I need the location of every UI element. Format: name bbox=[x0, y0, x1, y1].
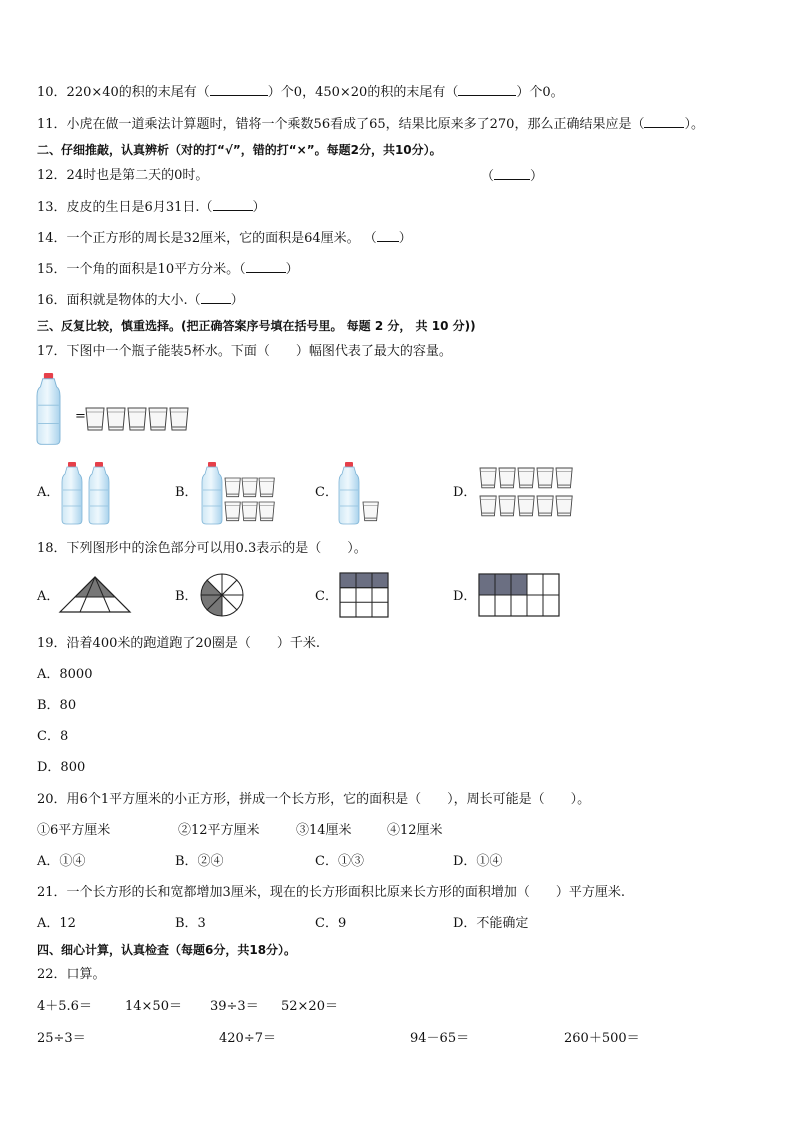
grid-5x2-figure bbox=[479, 574, 559, 616]
question-14: 14．一个正方形的周长是32厘米，它的面积是64厘米。 （ ） bbox=[37, 231, 412, 246]
cup-icon bbox=[537, 468, 553, 488]
cup-icon bbox=[225, 478, 240, 497]
q21-option-a[interactable]: A．12 bbox=[37, 916, 76, 931]
circle-sector bbox=[201, 595, 222, 610]
question-12-answer: （ ） bbox=[481, 169, 544, 184]
section-3-heading: 三、反复比较，慎重选择。(把正确答案序号填在括号里。 每题 2 分， 共 10 分)) bbox=[37, 319, 476, 333]
q21-option-d[interactable]: D．不能确定 bbox=[453, 916, 529, 931]
bottle-icon bbox=[89, 462, 109, 524]
bottle-icon bbox=[339, 462, 359, 524]
q19-option-c[interactable]: C．8 bbox=[37, 729, 69, 744]
cup-icon bbox=[499, 496, 515, 516]
question-13: 13．皮皮的生日是6月31日.（ ） bbox=[37, 200, 266, 215]
oral-calc-item: 52×20＝ bbox=[281, 999, 338, 1014]
circle-sector bbox=[201, 580, 222, 595]
bottle-icon bbox=[37, 373, 60, 444]
cup-icon bbox=[556, 468, 572, 488]
question-11: 11．小虎在做一道乘法计算题时，错将一个乘数56看成了65，结果比原来多了270，那么正确结果应是（ ）。 bbox=[37, 117, 704, 132]
cup-icon bbox=[363, 502, 378, 521]
question-10: 10．220×40的积的末尾有（ ）个0，450×20的积的末尾有（ ）个0。 bbox=[37, 85, 564, 100]
q19-option-d[interactable]: D．800 bbox=[37, 760, 86, 775]
section-4-heading: 四、细心计算，认真检查（每题6分，共18分）。 bbox=[37, 943, 297, 957]
circle-sector bbox=[222, 574, 237, 595]
question-18: 18．下列图形中的涂色部分可以用0.3表示的是（ ）。 bbox=[37, 541, 367, 556]
answer-blank[interactable] bbox=[201, 292, 231, 304]
oral-calc-item: 4＋5.6＝ bbox=[37, 999, 92, 1014]
cup-icon bbox=[556, 496, 572, 516]
question-20: 20．用6个1平方厘米的小正方形，拼成一个长方形，它的面积是（ ），周长可能是（ ）。 bbox=[37, 792, 591, 807]
q18-option-a[interactable]: A． bbox=[37, 589, 60, 604]
q21-option-b[interactable]: B．3 bbox=[175, 916, 206, 931]
q19-option-b[interactable]: B．80 bbox=[37, 698, 77, 713]
oral-calc-item: 39÷3＝ bbox=[210, 999, 259, 1014]
q17-option-a[interactable]: A． bbox=[37, 485, 60, 500]
answer-blank[interactable] bbox=[494, 168, 530, 180]
answer-blank[interactable] bbox=[246, 261, 286, 273]
triangle-figure bbox=[60, 577, 130, 612]
q17-option-c[interactable]: C． bbox=[315, 485, 338, 500]
answer-blank[interactable] bbox=[458, 84, 516, 96]
question-22: 22．口算。 bbox=[37, 967, 106, 982]
cup-icon bbox=[480, 468, 496, 488]
circle-sector bbox=[222, 580, 243, 595]
question-16: 16．面积就是物体的大小.（ ） bbox=[37, 293, 244, 308]
cup-icon bbox=[86, 408, 104, 430]
q20-option-b[interactable]: B．②④ bbox=[175, 854, 224, 869]
bottle-icon bbox=[62, 462, 82, 524]
question-15: 15．一个角的面积是10平方分米。（ ） bbox=[37, 262, 299, 277]
answer-blank[interactable] bbox=[213, 199, 253, 211]
q18-option-c[interactable]: C． bbox=[315, 589, 338, 604]
answer-blank[interactable] bbox=[210, 84, 268, 96]
circle-sector bbox=[207, 595, 222, 616]
q17-option-d[interactable]: D． bbox=[453, 485, 477, 500]
equals-sign: = bbox=[75, 409, 86, 424]
section-2-heading: 二、仔细推敲，认真辨析（对的打“√”，错的打“×”。每题2分，共10分）。 bbox=[37, 143, 442, 157]
q20-choice-1: ①6平方厘米 bbox=[37, 823, 111, 838]
cup-icon bbox=[149, 408, 167, 430]
bottle-icon bbox=[202, 462, 222, 524]
q20-option-d[interactable]: D．①④ bbox=[453, 854, 503, 869]
question-21: 21．一个长方形的长和宽都增加3厘米，现在的长方形面积比原来长方形的面积增加（ ）平方厘米. bbox=[37, 885, 625, 900]
circle-sector bbox=[222, 595, 237, 616]
oral-calc-item: 14×50＝ bbox=[125, 999, 182, 1014]
cup-icon bbox=[170, 408, 188, 430]
answer-blank[interactable] bbox=[377, 230, 399, 242]
cup-icon bbox=[499, 468, 515, 488]
answer-blank[interactable] bbox=[644, 116, 684, 128]
grid-3x3-figure bbox=[340, 573, 388, 617]
circle-figure bbox=[201, 574, 243, 616]
cup-icon bbox=[259, 502, 274, 521]
q20-choice-2: ②12平方厘米 bbox=[178, 823, 260, 838]
oral-calc-item: 94－65＝ bbox=[410, 1031, 470, 1046]
q21-option-c[interactable]: C．9 bbox=[315, 916, 347, 931]
cup-icon bbox=[480, 496, 496, 516]
circle-sector bbox=[207, 574, 222, 595]
q20-option-c[interactable]: C．①③ bbox=[315, 854, 364, 869]
q20-choice-4: ④12厘米 bbox=[387, 823, 443, 838]
cup-icon bbox=[107, 408, 125, 430]
question-12: 12．24时也是第二天的0时。 bbox=[37, 168, 209, 183]
q18-option-d[interactable]: D． bbox=[453, 589, 477, 604]
q17-option-b[interactable]: B． bbox=[175, 485, 198, 500]
q20-option-a[interactable]: A．①④ bbox=[37, 854, 86, 869]
cup-icon bbox=[225, 502, 240, 521]
cup-icon bbox=[518, 496, 534, 516]
oral-calc-item: 260＋500＝ bbox=[564, 1031, 640, 1046]
cup-icon bbox=[537, 496, 553, 516]
question-19: 19．沿着400米的跑道跑了20圈是（ ）千米. bbox=[37, 636, 321, 651]
circle-sector bbox=[222, 595, 243, 610]
oral-calc-item: 420÷7＝ bbox=[219, 1031, 276, 1046]
cup-icon bbox=[128, 408, 146, 430]
cup-icon bbox=[518, 468, 534, 488]
q20-choice-3: ③14厘米 bbox=[296, 823, 352, 838]
oral-calc-item: 25÷3＝ bbox=[37, 1031, 86, 1046]
cup-icon bbox=[242, 478, 257, 497]
cup-icon bbox=[242, 502, 257, 521]
cup-icon bbox=[259, 478, 274, 497]
q19-option-a[interactable]: A．8000 bbox=[37, 667, 93, 682]
question-17: 17．下图中一个瓶子能装5杯水。下面（ ）幅图代表了最大的容量。 bbox=[37, 344, 452, 359]
q18-option-b[interactable]: B． bbox=[175, 589, 198, 604]
